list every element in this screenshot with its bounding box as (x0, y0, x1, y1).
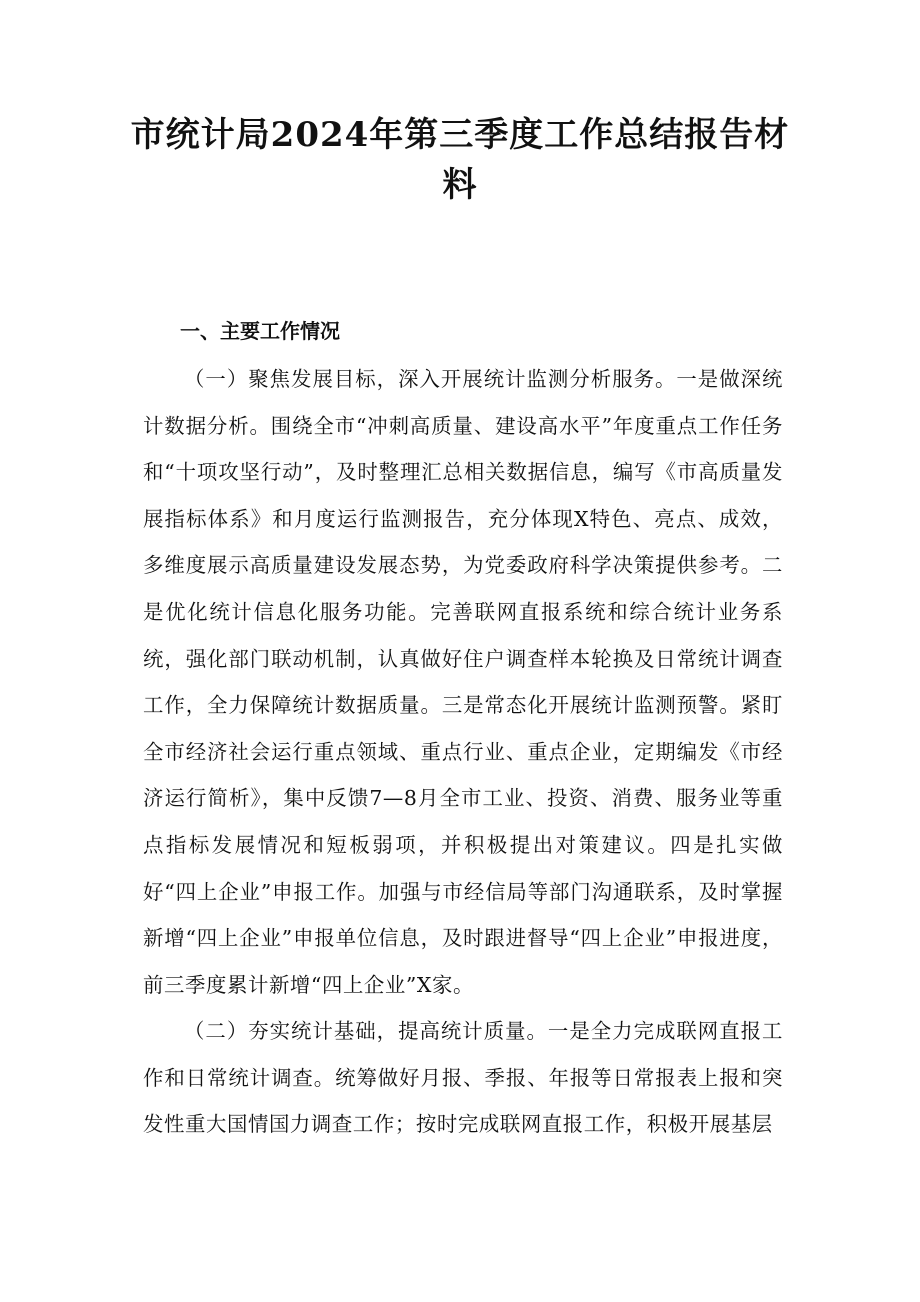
paragraph-1: （一）聚焦发展目标，深入开展统计监测分析服务。一是做深统计数据分析。围绕全市“冲刺高质量、建设高水平”年度重点工作任务和“十项攻坚行动”，及时整理汇总相关数据信息，编写《市高质量发展指标体系》和月度运行监测报告，充分体现X特色、亮点、成效，多维度展示高质量建设发展态势，为党委政府科学决策提供参考。二是优化统计信息化服务功能。完善联网直报系统和综合统计业务系统，强化部门联动机制，认真做好住户调查样本轮换及日常统计调查工作，全力保障统计数据质量。三是常态化开展统计监测预警。紧盯全市经济社会运行重点领域、重点行业、重点企业，定期编发《市经济运行简析》，集中反馈7—8月全市工业、投资、消费、服务业等重点指标发展情况和短板弱项，并积极提出对策建议。四是扎实做好“四上企业”申报工作。加强与市经信局等部门沟通联系，及时掌握新增“四上企业”申报单位信息，及时跟进督导“四上企业”申报进度，前三季度累计新增“四上企业”X家。 (143, 367, 783, 997)
paragraph-2: （二）夯实统计基础，提高统计质量。一是全力完成联网直报工作和日常统计调查。统筹做好月报、季报、年报等日常报表上报和突发性重大国情国力调查工作；按时完成联网直报工作，积极开展基层 (143, 1019, 783, 1137)
document-title: 市统计局2024年第三季度工作总结报告材料 (130, 115, 790, 205)
section-heading: 一、主要工作情况 (180, 319, 340, 343)
